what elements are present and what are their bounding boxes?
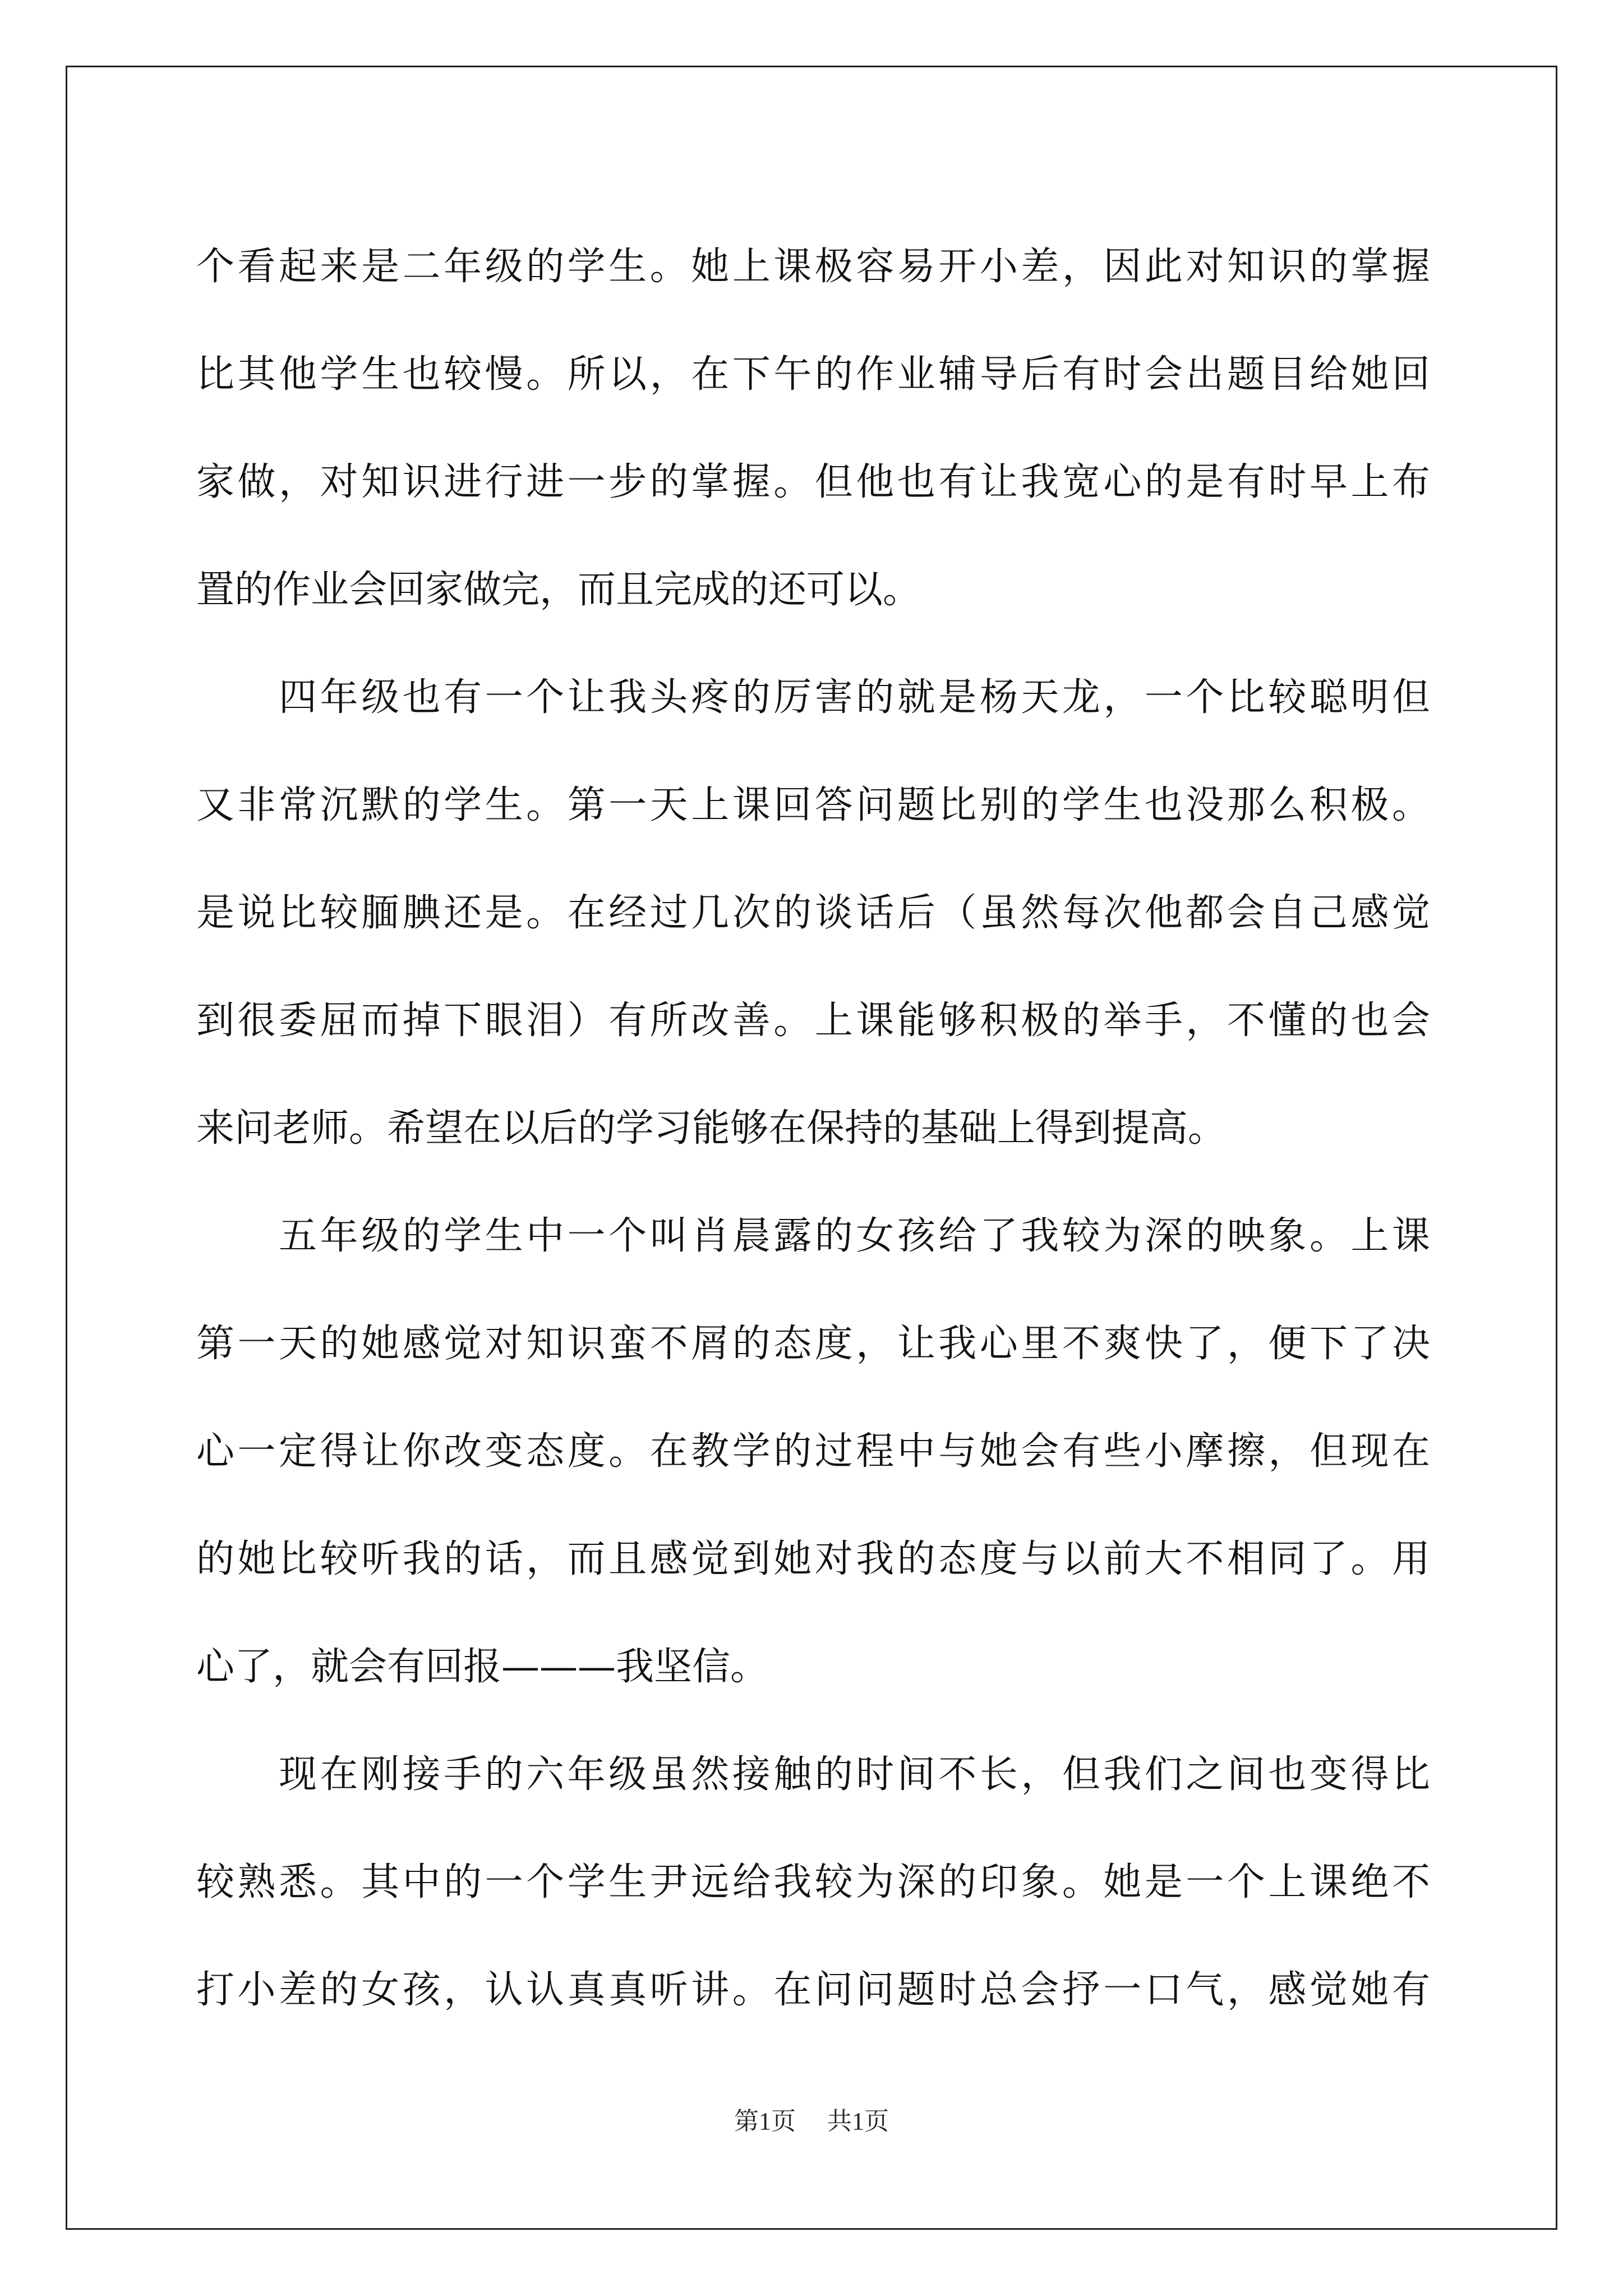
text-line: 家做，对知识进行进一步的掌握。但他也有让我宽心的是有时早上布	[196, 460, 1430, 504]
text-line: 较熟悉。其中的一个学生尹远给我较为深的印象。她是一个上课绝不	[196, 1860, 1430, 1904]
page-body	[196, 213, 1430, 2044]
text-line: 个看起来是二年级的学生。她上课极容易开小差，因此对知识的掌握	[196, 245, 1430, 289]
text-line: 打小差的女孩，认认真真听讲。在问问题时总会抒一口气，感觉她有	[196, 1968, 1430, 2012]
text-line: 的她比较听我的话，而且感觉到她对我的态度与以前大不相同了。用	[196, 1537, 1430, 1581]
text-line: 现在刚接手的六年级虽然接触的时间不长，但我们之间也变得比	[196, 1752, 1430, 1797]
text-line: 是说比较腼腆还是。在经过几次的谈话后（虽然每次他都会自己感觉	[196, 891, 1430, 935]
text-line: 五年级的学生中一个叫肖晨露的女孩给了我较为深的映象。上课	[196, 1214, 1430, 1258]
text-line: 比其他学生也较慢。所以，在下午的作业辅导后有时会出题目给她回	[196, 352, 1430, 397]
page-footer	[0, 2101, 1623, 2137]
text-line: 第一天的她感觉对知识蛮不屑的态度，让我心里不爽快了，便下了决	[196, 1322, 1430, 1366]
text-line: 到很委屈而掉下眼泪）有所改善。上课能够积极的举手，不懂的也会	[196, 999, 1430, 1043]
text-line: 置的作业会回家做完，而且完成的还可以。	[196, 568, 921, 612]
text-line: 心了，就会有回报———我坚信。	[196, 1645, 769, 1689]
text-line: 心一定得让你改变态度。在教学的过程中与她会有些小摩擦，但现在	[196, 1429, 1430, 1474]
page-number-total: 共1页	[827, 2108, 889, 2135]
page-number-current: 第1页	[734, 2108, 796, 2135]
text-line: 又非常沉默的学生。第一天上课回答问题比别的学生也没那么积极。	[196, 783, 1430, 827]
text-line: 来问老师。希望在以后的学习能够在保持的基础上得到提高。	[196, 1106, 1227, 1151]
text-line: 四年级也有一个让我头疼的厉害的就是杨天龙，一个比较聪明但	[196, 675, 1430, 720]
